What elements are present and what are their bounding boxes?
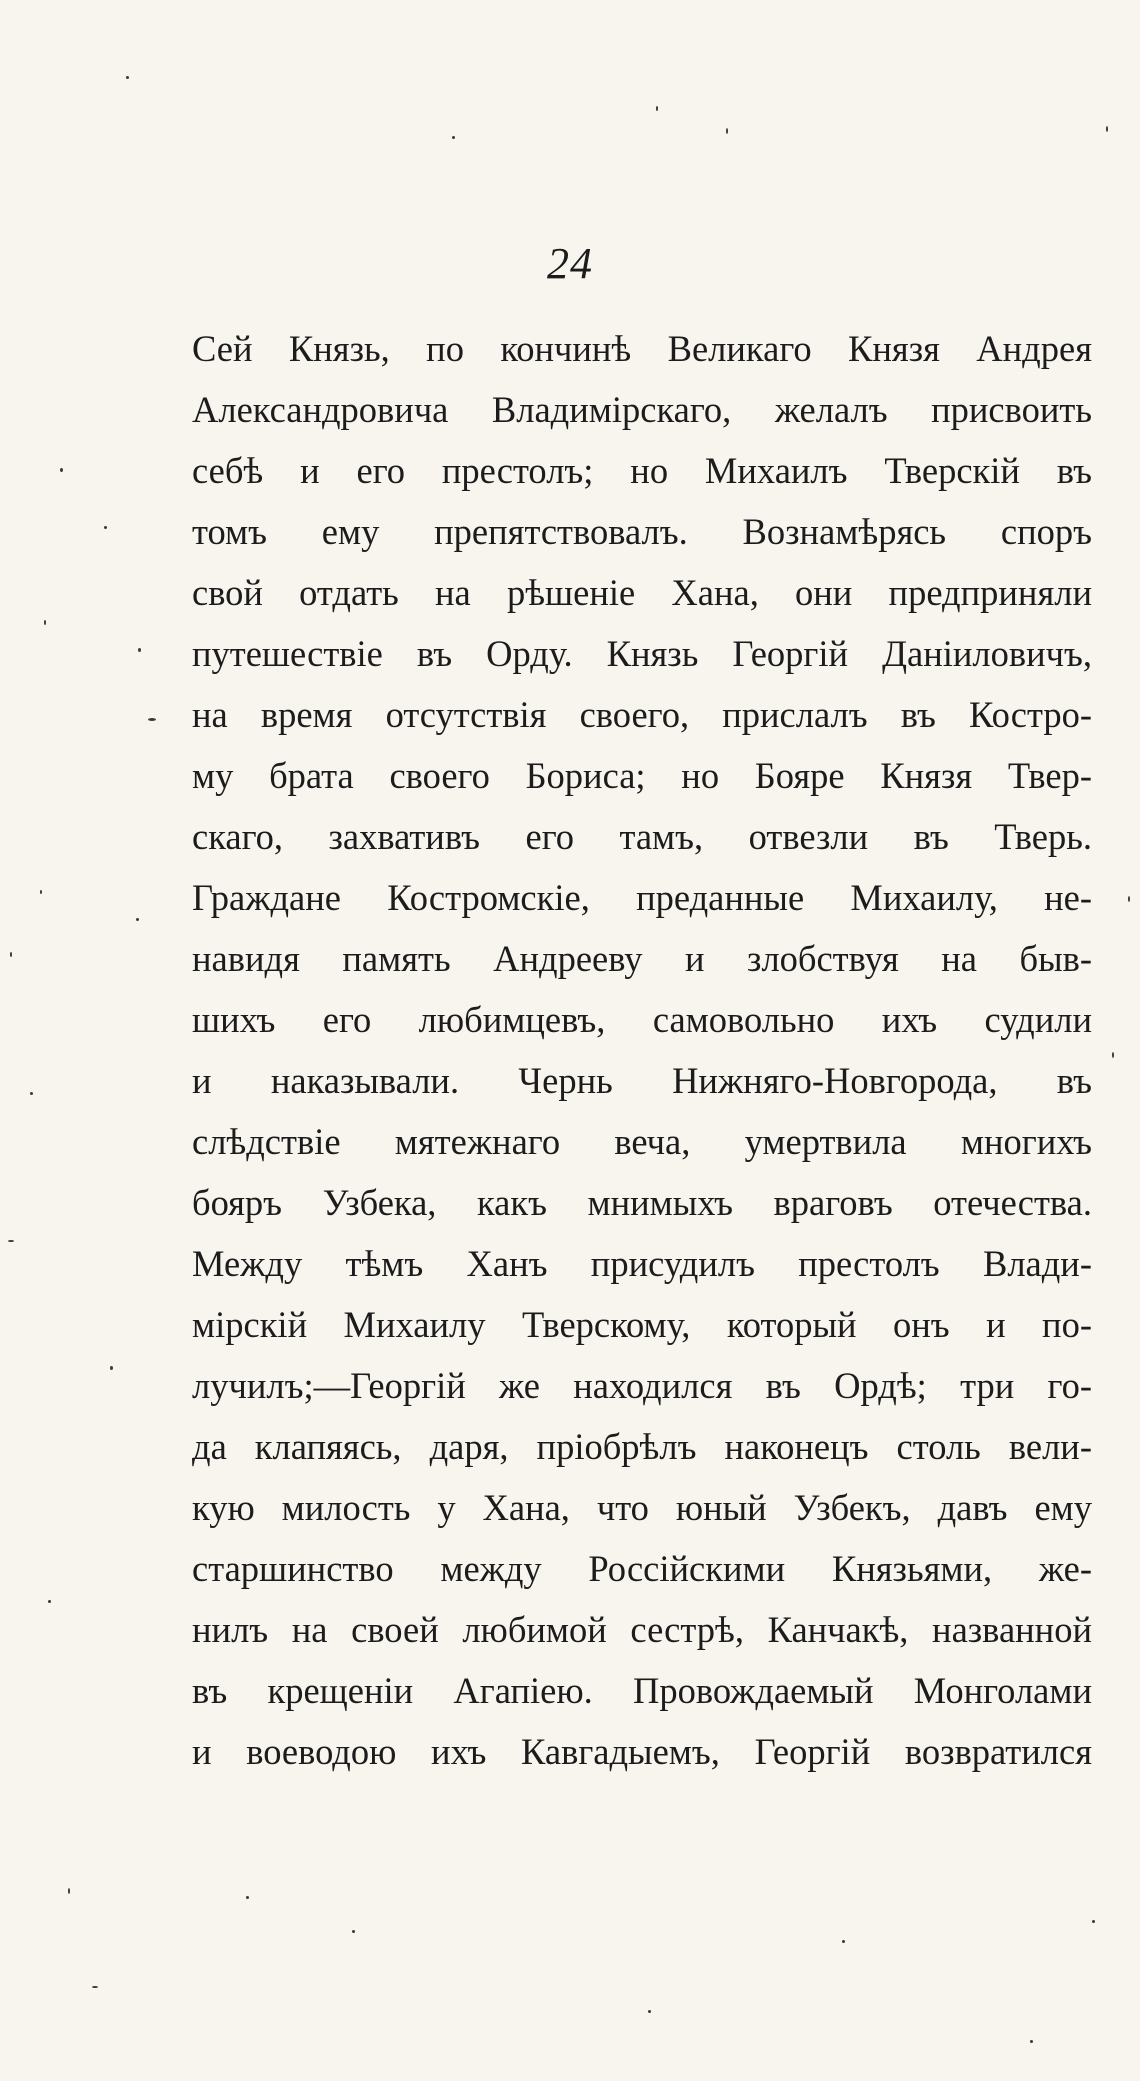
speck bbox=[656, 106, 658, 111]
speck bbox=[110, 1366, 113, 1370]
speck bbox=[60, 468, 63, 472]
text-line: скаго, захвативъ его тамъ, отвезли въ Тверь. bbox=[192, 816, 1092, 857]
speck bbox=[648, 2010, 651, 2013]
speck bbox=[1030, 2040, 1033, 2043]
text-line: шихъ его любимцевъ, самовольно ихъ судили bbox=[192, 999, 1092, 1040]
speck bbox=[1112, 1052, 1114, 1058]
text-line: мірскій Михаилу Тверскому, который онъ и по- bbox=[192, 1304, 1092, 1345]
text-line: путешествіе въ Орду. Князь Георгій Даніиловичъ, bbox=[192, 633, 1092, 674]
text-line: лучилъ;—Георгій же находился въ Ордѣ; три го- bbox=[192, 1365, 1092, 1406]
speck bbox=[726, 128, 728, 134]
speck bbox=[30, 1092, 33, 1095]
text-line: кую милость у Хана, что юный Узбекъ, давъ ему bbox=[192, 1487, 1092, 1528]
speck bbox=[352, 1930, 355, 1933]
speck bbox=[104, 526, 107, 529]
speck bbox=[126, 76, 129, 79]
text-line: на время отсутствія своего, прислалъ въ Костро- bbox=[192, 694, 1092, 735]
text-line: старшинство между Россійскими Князьями, же- bbox=[192, 1548, 1092, 1589]
speck bbox=[1106, 126, 1108, 132]
speck bbox=[1128, 896, 1130, 902]
text-line: нилъ на своей любимой сестрѣ, Канчакѣ, названной bbox=[192, 1609, 1092, 1650]
body-text bbox=[192, 318, 1092, 1782]
text-line: Граждане Костромскіе, преданные Михаилу, не- bbox=[192, 877, 1092, 918]
text-line: да клапяясь, даря, пріобрѣлъ наконецъ столь вели- bbox=[192, 1426, 1092, 1467]
text-line: Сей Князь, по кончинѣ Великаго Князя Андрея bbox=[192, 328, 1092, 369]
speck bbox=[92, 1986, 98, 1988]
text-line: му брата своего Бориса; но Бояре Князя Твер- bbox=[192, 755, 1092, 796]
speck bbox=[48, 1600, 51, 1603]
speck bbox=[842, 1940, 845, 1943]
text-line: себѣ и его престолъ; но Михаилъ Тверскій въ bbox=[192, 450, 1092, 491]
speck bbox=[148, 718, 156, 721]
text-line: Александровича Владимірскаго, желалъ присвоить bbox=[192, 389, 1092, 430]
speck bbox=[136, 918, 139, 921]
speck bbox=[10, 952, 12, 957]
text-line: навидя память Андрееву и злобствуя на быв- bbox=[192, 938, 1092, 979]
text-line: Между тѣмъ Ханъ присудилъ престолъ Влади- bbox=[192, 1243, 1092, 1284]
speck bbox=[40, 890, 42, 894]
text-line: бояръ Узбека, какъ мнимыхъ враговъ отечества. bbox=[192, 1182, 1092, 1223]
speck bbox=[68, 1888, 70, 1894]
speck bbox=[138, 648, 141, 652]
speck bbox=[44, 620, 46, 625]
text-line: свой отдать на рѣшеніе Хана, они предприняли bbox=[192, 572, 1092, 613]
text-line: томъ ему препятствовалъ. Вознамѣрясь споръ bbox=[192, 511, 1092, 552]
speck bbox=[452, 136, 455, 139]
text-line: въ крещеніи Агапіею. Провождаемый Монголами bbox=[192, 1670, 1092, 1711]
speck bbox=[1092, 1920, 1095, 1923]
text-line: слѣдствіе мятежнаго веча, умертвила многихъ bbox=[192, 1121, 1092, 1162]
speck bbox=[8, 1240, 14, 1242]
page-number: 24 bbox=[547, 239, 593, 288]
text-line: и наказывали. Чернь Нижняго-Новгорода, въ bbox=[192, 1060, 1092, 1101]
text-line: и воеводою ихъ Кавгадыемъ, Георгій возвратился bbox=[192, 1731, 1092, 1772]
speck bbox=[246, 1896, 249, 1899]
